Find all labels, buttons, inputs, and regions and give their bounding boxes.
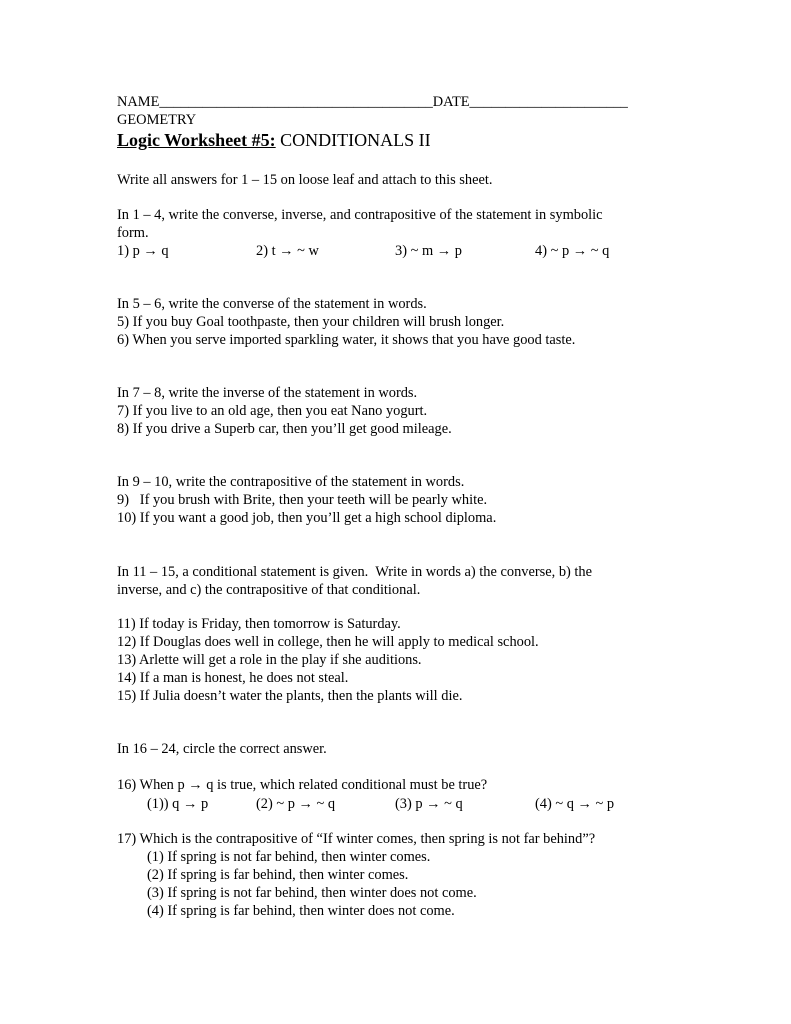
- title-bold: Logic Worksheet #5:: [117, 130, 276, 150]
- section6-intro: In 16 – 24, circle the correct answer.: [117, 741, 327, 757]
- question-16: 16) When p → q is true, which related conditional must be true?: [117, 777, 488, 793]
- problem-15: 15) If Julia doesn’t water the plants, then the plants will die.: [117, 688, 463, 704]
- section5-intro-cont: inverse, and c) the contrapositive of that conditional.: [117, 582, 421, 598]
- q16-choice-1: (1)) q → p: [147, 796, 209, 812]
- title-rest: CONDITIONALS II: [275, 130, 431, 150]
- problem-4: 4) ~ p → ~ q: [535, 243, 610, 259]
- problem-10: 10) If you want a good job, then you’ll get a high school diploma.: [117, 510, 497, 526]
- q17-choice-2: (2) If spring is far behind, then winter comes.: [147, 867, 409, 883]
- q17-choice-1: (1) If spring is not far behind, then winter comes.: [147, 849, 431, 865]
- page-title: [117, 129, 431, 151]
- problem-12: 12) If Douglas does well in college, then he will apply to medical school.: [117, 634, 539, 650]
- problem-7: 7) If you live to an old age, then you eat Nano yogurt.: [117, 403, 428, 419]
- section4-intro: In 9 – 10, write the contrapositive of the statement in words.: [117, 474, 465, 490]
- problem-9: 9) If you brush with Brite, then your teeth will be pearly white.: [117, 492, 488, 508]
- question-17: 17) Which is the contrapositive of “If winter comes, then spring is not far behind”?: [117, 831, 596, 847]
- problem-11: 11) If today is Friday, then tomorrow is Saturday.: [117, 616, 401, 632]
- section1-intro: In 1 – 4, write the converse, inverse, and contrapositive of the statement in symbolic: [117, 207, 603, 223]
- problem-2: 2) t → ~ w: [256, 243, 319, 259]
- general-instructions: Write all answers for 1 – 15 on loose leaf and attach to this sheet.: [117, 172, 493, 188]
- subject-label: GEOMETRY: [117, 112, 197, 128]
- problem-14: 14) If a man is honest, he does not steal.: [117, 670, 349, 686]
- problem-3: 3) ~ m → p: [395, 243, 462, 259]
- q16-choice-3: (3) p → ~ q: [395, 796, 463, 812]
- problem-6: 6) When you serve imported sparkling water, it shows that you have good taste.: [117, 332, 576, 348]
- problem-1: 1) p → q: [117, 243, 169, 259]
- section3-intro: In 7 – 8, write the inverse of the statement in words.: [117, 385, 418, 401]
- q16-choice-4: (4) ~ q → ~ p: [535, 796, 615, 812]
- q17-choice-3: (3) If spring is not far behind, then winter does not come.: [147, 885, 477, 901]
- problem-13: 13) Arlette will get a role in the play if she auditions.: [117, 652, 422, 668]
- name-date-line: NAME______________________________________DATE______________________: [117, 94, 628, 110]
- section2-intro: In 5 – 6, write the converse of the statement in words.: [117, 296, 427, 312]
- section1-intro-cont: form.: [117, 225, 149, 241]
- section5-intro: In 11 – 15, a conditional statement is given. Write in words a) the converse, b) the: [117, 564, 592, 580]
- q16-choice-2: (2) ~ p → ~ q: [256, 796, 336, 812]
- q17-choice-4: (4) If spring is far behind, then winter does not come.: [147, 903, 455, 919]
- problem-5: 5) If you buy Goal toothpaste, then your children will brush longer.: [117, 314, 505, 330]
- problem-8: 8) If you drive a Superb car, then you’ll get good mileage.: [117, 421, 452, 437]
